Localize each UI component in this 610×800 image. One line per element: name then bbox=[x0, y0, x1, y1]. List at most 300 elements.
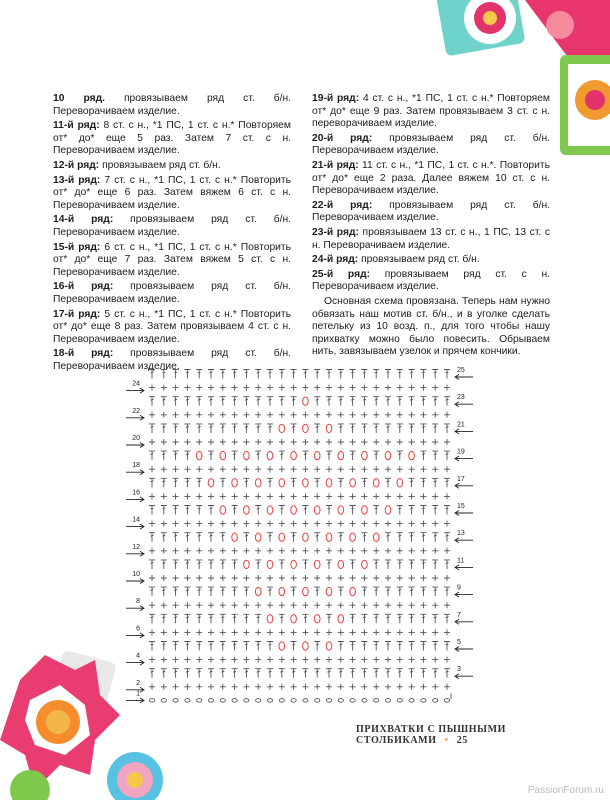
row-number-right: 13 bbox=[457, 530, 465, 538]
single-crochet-symbol bbox=[208, 657, 214, 663]
single-crochet-symbol bbox=[196, 439, 202, 445]
double-crochet-symbol bbox=[385, 560, 391, 569]
single-crochet-symbol bbox=[361, 412, 367, 418]
single-crochet-symbol bbox=[409, 385, 415, 391]
single-crochet-symbol bbox=[420, 548, 426, 554]
single-crochet-symbol bbox=[208, 629, 214, 635]
picot-symbol bbox=[255, 479, 261, 487]
row-label: 23-й ряд: bbox=[312, 226, 359, 238]
row-text: 11 ст. с н., *1 ПС, 1 ст. с н.*. Повторить от* до* еще 2 раза. Далее вяжем 10 ст. с н. Переворачиваем изделие. bbox=[312, 159, 550, 197]
single-crochet-symbol bbox=[302, 385, 308, 391]
single-crochet-symbol bbox=[208, 466, 214, 472]
single-crochet-symbol bbox=[267, 602, 273, 608]
double-crochet-symbol bbox=[302, 370, 308, 379]
chain-stitch-symbol bbox=[256, 699, 261, 703]
double-crochet-symbol bbox=[302, 669, 308, 678]
row-direction-arrow-left bbox=[455, 565, 473, 570]
double-crochet-symbol bbox=[385, 669, 391, 678]
single-crochet-symbol bbox=[161, 657, 167, 663]
single-crochet-symbol bbox=[314, 548, 320, 554]
double-crochet-symbol bbox=[243, 614, 249, 623]
double-crochet-symbol bbox=[279, 451, 285, 460]
double-crochet-symbol bbox=[302, 560, 308, 569]
double-crochet-symbol bbox=[161, 424, 167, 433]
single-crochet-symbol bbox=[291, 493, 297, 499]
single-crochet-symbol bbox=[409, 493, 415, 499]
single-crochet-symbol bbox=[255, 684, 261, 690]
double-crochet-symbol bbox=[432, 370, 438, 379]
double-crochet-symbol bbox=[326, 397, 332, 406]
double-crochet-symbol bbox=[302, 614, 308, 623]
double-crochet-symbol bbox=[220, 587, 226, 596]
double-crochet-symbol bbox=[409, 669, 415, 678]
single-crochet-symbol bbox=[326, 548, 332, 554]
double-crochet-symbol bbox=[161, 478, 167, 487]
single-crochet-symbol bbox=[338, 521, 344, 527]
single-crochet-symbol bbox=[243, 439, 249, 445]
single-crochet-symbol bbox=[397, 684, 403, 690]
single-crochet-symbol bbox=[232, 548, 238, 554]
paragraph-row bbox=[53, 242, 291, 280]
picot-symbol bbox=[303, 642, 309, 650]
single-crochet-symbol bbox=[409, 602, 415, 608]
chain-stitch-symbol bbox=[208, 699, 213, 703]
row-direction-arrow-left bbox=[455, 511, 473, 516]
single-crochet-symbol bbox=[302, 548, 308, 554]
single-crochet-symbol bbox=[243, 521, 249, 527]
single-crochet-symbol bbox=[232, 575, 238, 581]
single-crochet-symbol bbox=[267, 412, 273, 418]
double-crochet-symbol bbox=[149, 669, 155, 678]
double-crochet-symbol bbox=[444, 533, 450, 542]
row-label: 11-й ряд: bbox=[53, 120, 100, 132]
chain-stitch-symbol bbox=[385, 699, 390, 703]
double-crochet-symbol bbox=[432, 669, 438, 678]
double-crochet-symbol bbox=[279, 370, 285, 379]
double-crochet-symbol bbox=[196, 506, 202, 515]
single-crochet-symbol bbox=[432, 521, 438, 527]
double-crochet-symbol bbox=[409, 533, 415, 542]
single-crochet-symbol bbox=[149, 657, 155, 663]
single-crochet-symbol bbox=[220, 657, 226, 663]
picot-symbol bbox=[220, 451, 226, 459]
paragraph-row bbox=[53, 214, 291, 239]
double-crochet-symbol bbox=[385, 478, 391, 487]
double-crochet-symbol bbox=[149, 397, 155, 406]
double-crochet-symbol bbox=[314, 424, 320, 433]
single-crochet-symbol bbox=[291, 657, 297, 663]
single-crochet-symbol bbox=[326, 629, 332, 635]
double-crochet-symbol bbox=[161, 451, 167, 460]
row-label: 25-й ряд: bbox=[312, 268, 371, 280]
single-crochet-symbol bbox=[255, 385, 261, 391]
picot-symbol bbox=[279, 533, 285, 541]
single-crochet-symbol bbox=[149, 466, 155, 472]
double-crochet-symbol bbox=[184, 451, 190, 460]
row-direction-arrow-right bbox=[126, 660, 144, 665]
single-crochet-symbol bbox=[338, 602, 344, 608]
row-text: провязываем ряд ст. б/н. Переворачиваем изделие. bbox=[53, 281, 291, 305]
double-crochet-symbol bbox=[397, 560, 403, 569]
double-crochet-symbol bbox=[409, 642, 415, 651]
double-crochet-symbol bbox=[432, 451, 438, 460]
double-crochet-symbol bbox=[420, 478, 426, 487]
single-crochet-symbol bbox=[444, 548, 450, 554]
double-crochet-symbol bbox=[432, 478, 438, 487]
double-crochet-symbol bbox=[314, 587, 320, 596]
row-number-left: 22 bbox=[132, 407, 140, 415]
double-crochet-symbol bbox=[232, 397, 238, 406]
chain-stitch-symbol bbox=[161, 699, 166, 703]
single-crochet-symbol bbox=[420, 385, 426, 391]
single-crochet-symbol bbox=[173, 493, 179, 499]
single-crochet-symbol bbox=[220, 493, 226, 499]
row-text: провязываем ряд ст. б/н. Переворачиваем изделие. bbox=[312, 199, 550, 224]
double-crochet-symbol bbox=[397, 397, 403, 406]
double-crochet-symbol bbox=[279, 560, 285, 569]
row-direction-arrow-left bbox=[455, 619, 473, 624]
single-crochet-symbol bbox=[385, 466, 391, 472]
single-crochet-symbol bbox=[291, 521, 297, 527]
chain-stitch-symbol bbox=[149, 699, 154, 703]
paragraph-row bbox=[312, 296, 550, 359]
double-crochet-symbol bbox=[267, 642, 273, 651]
single-crochet-symbol bbox=[232, 602, 238, 608]
single-crochet-symbol bbox=[232, 493, 238, 499]
row-number-right: 5 bbox=[457, 639, 461, 646]
single-crochet-symbol bbox=[385, 385, 391, 391]
single-crochet-symbol bbox=[314, 493, 320, 499]
double-crochet-symbol bbox=[444, 587, 450, 596]
double-crochet-symbol bbox=[267, 397, 273, 406]
single-crochet-symbol bbox=[432, 493, 438, 499]
picot-symbol bbox=[362, 506, 368, 514]
single-crochet-symbol bbox=[361, 684, 367, 690]
row-direction-arrow-left bbox=[455, 592, 473, 597]
single-crochet-symbol bbox=[208, 684, 214, 690]
single-crochet-symbol bbox=[409, 412, 415, 418]
double-crochet-symbol bbox=[338, 397, 344, 406]
double-crochet-symbol bbox=[444, 397, 450, 406]
single-crochet-symbol bbox=[255, 602, 261, 608]
single-crochet-symbol bbox=[385, 493, 391, 499]
single-crochet-symbol bbox=[208, 548, 214, 554]
single-crochet-symbol bbox=[432, 439, 438, 445]
picot-symbol bbox=[314, 506, 320, 514]
double-crochet-symbol bbox=[196, 669, 202, 678]
single-crochet-symbol bbox=[409, 629, 415, 635]
double-crochet-symbol bbox=[196, 370, 202, 379]
single-crochet-symbol bbox=[232, 439, 238, 445]
double-crochet-symbol bbox=[161, 397, 167, 406]
double-crochet-symbol bbox=[220, 614, 226, 623]
single-crochet-symbol bbox=[279, 602, 285, 608]
double-crochet-symbol bbox=[432, 424, 438, 433]
picot-symbol bbox=[267, 506, 273, 514]
double-crochet-symbol bbox=[444, 424, 450, 433]
single-crochet-symbol bbox=[397, 466, 403, 472]
double-crochet-symbol bbox=[267, 424, 273, 433]
single-crochet-symbol bbox=[314, 521, 320, 527]
double-crochet-symbol bbox=[420, 424, 426, 433]
double-crochet-symbol bbox=[161, 642, 167, 651]
single-crochet-symbol bbox=[444, 575, 450, 581]
double-crochet-symbol bbox=[326, 560, 332, 569]
chain-stitch-symbol bbox=[315, 699, 320, 703]
single-crochet-symbol bbox=[420, 493, 426, 499]
double-crochet-symbol bbox=[350, 451, 356, 460]
single-crochet-symbol bbox=[361, 629, 367, 635]
single-crochet-symbol bbox=[385, 684, 391, 690]
watermark: PassionForum.ru bbox=[527, 785, 604, 796]
single-crochet-symbol bbox=[338, 548, 344, 554]
single-crochet-symbol bbox=[350, 629, 356, 635]
double-crochet-symbol bbox=[243, 669, 249, 678]
single-crochet-symbol bbox=[161, 575, 167, 581]
double-crochet-symbol bbox=[409, 587, 415, 596]
double-crochet-symbol bbox=[350, 669, 356, 678]
double-crochet-symbol bbox=[420, 370, 426, 379]
double-crochet-symbol bbox=[432, 560, 438, 569]
double-crochet-symbol bbox=[397, 451, 403, 460]
double-crochet-symbol bbox=[243, 478, 249, 487]
row-direction-arrow-right bbox=[126, 443, 144, 448]
single-crochet-symbol bbox=[196, 657, 202, 663]
double-crochet-symbol bbox=[196, 424, 202, 433]
single-crochet-symbol bbox=[161, 521, 167, 527]
single-crochet-symbol bbox=[220, 602, 226, 608]
single-crochet-symbol bbox=[444, 629, 450, 635]
single-crochet-symbol bbox=[409, 466, 415, 472]
double-crochet-symbol bbox=[255, 669, 261, 678]
double-crochet-symbol bbox=[409, 424, 415, 433]
picot-symbol bbox=[220, 506, 226, 514]
row-number-left: 4 bbox=[136, 652, 140, 660]
picot-symbol bbox=[291, 560, 297, 568]
paragraph-row bbox=[53, 160, 291, 173]
double-crochet-symbol bbox=[220, 370, 226, 379]
single-crochet-symbol bbox=[243, 385, 249, 391]
single-crochet-symbol bbox=[220, 629, 226, 635]
picot-symbol bbox=[373, 533, 379, 541]
single-crochet-symbol bbox=[220, 548, 226, 554]
row-label: 21-й ряд: bbox=[312, 159, 359, 171]
double-crochet-symbol bbox=[220, 424, 226, 433]
single-crochet-symbol bbox=[243, 657, 249, 663]
double-crochet-symbol bbox=[385, 397, 391, 406]
single-crochet-symbol bbox=[243, 575, 249, 581]
row-label: 17-й ряд: bbox=[53, 308, 101, 320]
row-text: 8 ст. с н., *1 ПС, 1 ст. с н.* Повторяем от* до* еще 5 раз. Затем 7 ст. с н. Переворачиваем изделие. bbox=[53, 120, 291, 157]
single-crochet-symbol bbox=[161, 684, 167, 690]
row-text: 6 ст. с н., *1 ПС, 1 ст. с н.* Повторить от* до* еще 7 раз. Затем вяжем 5 ст. с н. Переворачиваем изделие. bbox=[53, 241, 292, 278]
paragraph-row bbox=[53, 309, 291, 347]
single-crochet-symbol bbox=[291, 629, 297, 635]
double-crochet-symbol bbox=[255, 397, 261, 406]
picot-symbol bbox=[314, 560, 320, 568]
single-crochet-symbol bbox=[420, 439, 426, 445]
single-crochet-symbol bbox=[149, 493, 155, 499]
double-crochet-symbol bbox=[173, 587, 179, 596]
single-crochet-symbol bbox=[373, 548, 379, 554]
single-crochet-symbol bbox=[232, 629, 238, 635]
double-crochet-symbol bbox=[279, 614, 285, 623]
picot-symbol bbox=[279, 587, 285, 595]
single-crochet-symbol bbox=[279, 385, 285, 391]
double-crochet-symbol bbox=[302, 451, 308, 460]
chain-stitch-symbol bbox=[362, 699, 367, 703]
double-crochet-symbol bbox=[314, 669, 320, 678]
single-crochet-symbol bbox=[338, 466, 344, 472]
single-crochet-symbol bbox=[314, 629, 320, 635]
row-number-left: 2 bbox=[136, 679, 140, 687]
double-crochet-symbol bbox=[361, 397, 367, 406]
single-crochet-symbol bbox=[208, 439, 214, 445]
double-crochet-symbol bbox=[232, 560, 238, 569]
double-crochet-symbol bbox=[161, 614, 167, 623]
paragraph-row bbox=[53, 175, 291, 213]
double-crochet-symbol bbox=[350, 614, 356, 623]
row-direction-arrow-right bbox=[126, 687, 144, 692]
single-crochet-symbol bbox=[173, 521, 179, 527]
single-crochet-symbol bbox=[184, 466, 190, 472]
single-crochet-symbol bbox=[409, 657, 415, 663]
single-crochet-symbol bbox=[208, 521, 214, 527]
double-crochet-symbol bbox=[432, 506, 438, 515]
single-crochet-symbol bbox=[397, 602, 403, 608]
row-direction-arrow-left bbox=[455, 456, 473, 461]
single-crochet-symbol bbox=[255, 466, 261, 472]
double-crochet-symbol bbox=[196, 642, 202, 651]
double-crochet-symbol bbox=[432, 397, 438, 406]
double-crochet-symbol bbox=[267, 478, 273, 487]
single-crochet-symbol bbox=[350, 575, 356, 581]
picot-symbol bbox=[314, 615, 320, 623]
double-crochet-symbol bbox=[220, 478, 226, 487]
single-crochet-symbol bbox=[267, 385, 273, 391]
single-crochet-symbol bbox=[373, 657, 379, 663]
picot-symbol bbox=[279, 479, 285, 487]
picot-symbol bbox=[409, 451, 415, 459]
single-crochet-symbol bbox=[208, 575, 214, 581]
double-crochet-symbol bbox=[326, 451, 332, 460]
single-crochet-symbol bbox=[326, 602, 332, 608]
single-crochet-symbol bbox=[385, 575, 391, 581]
single-crochet-symbol bbox=[373, 493, 379, 499]
single-crochet-symbol bbox=[397, 493, 403, 499]
single-crochet-symbol bbox=[361, 657, 367, 663]
single-crochet-symbol bbox=[302, 412, 308, 418]
row-text: провязываем ряд ст. б/н. Переворачиваем изделие. bbox=[53, 93, 291, 117]
picot-symbol bbox=[338, 506, 344, 514]
single-crochet-symbol bbox=[326, 466, 332, 472]
single-crochet-symbol bbox=[149, 684, 155, 690]
single-crochet-symbol bbox=[373, 439, 379, 445]
paragraph-row bbox=[312, 200, 550, 225]
picot-symbol bbox=[326, 533, 332, 541]
double-crochet-symbol bbox=[361, 478, 367, 487]
row-number-right: 19 bbox=[457, 448, 465, 456]
double-crochet-symbol bbox=[184, 669, 190, 678]
single-crochet-symbol bbox=[184, 493, 190, 499]
row-number-left: 8 bbox=[136, 598, 140, 606]
single-crochet-symbol bbox=[397, 385, 403, 391]
double-crochet-symbol bbox=[291, 478, 297, 487]
single-crochet-symbol bbox=[243, 412, 249, 418]
single-crochet-symbol bbox=[444, 684, 450, 690]
double-crochet-symbol bbox=[409, 506, 415, 515]
single-crochet-symbol bbox=[291, 684, 297, 690]
double-crochet-symbol bbox=[338, 478, 344, 487]
double-crochet-symbol bbox=[149, 642, 155, 651]
single-crochet-symbol bbox=[314, 684, 320, 690]
double-crochet-symbol bbox=[409, 614, 415, 623]
row-text: провязываем 13 ст. с н., 1 ПС, 13 ст. с н. Переворачиваем изделие. bbox=[312, 226, 551, 251]
single-crochet-symbol bbox=[444, 602, 450, 608]
double-crochet-symbol bbox=[184, 642, 190, 651]
double-crochet-symbol bbox=[409, 370, 415, 379]
double-crochet-symbol bbox=[173, 478, 179, 487]
double-crochet-symbol bbox=[208, 533, 214, 542]
single-crochet-symbol bbox=[397, 439, 403, 445]
double-crochet-symbol bbox=[397, 506, 403, 515]
single-crochet-symbol bbox=[350, 466, 356, 472]
double-crochet-symbol bbox=[373, 614, 379, 623]
picot-symbol bbox=[326, 642, 332, 650]
double-crochet-symbol bbox=[361, 533, 367, 542]
double-crochet-symbol bbox=[291, 642, 297, 651]
double-crochet-symbol bbox=[255, 560, 261, 569]
single-crochet-symbol bbox=[232, 466, 238, 472]
double-crochet-symbol bbox=[444, 642, 450, 651]
single-crochet-symbol bbox=[196, 548, 202, 554]
row-number-left: 10 bbox=[132, 571, 140, 578]
single-crochet-symbol bbox=[149, 629, 155, 635]
double-crochet-symbol bbox=[326, 669, 332, 678]
single-crochet-symbol bbox=[220, 684, 226, 690]
double-crochet-symbol bbox=[291, 424, 297, 433]
row-label: 24-й ряд: bbox=[312, 254, 359, 266]
single-crochet-symbol bbox=[373, 412, 379, 418]
single-crochet-symbol bbox=[220, 439, 226, 445]
double-crochet-symbol bbox=[267, 587, 273, 596]
single-crochet-symbol bbox=[409, 684, 415, 690]
row-direction-arrow-left bbox=[455, 674, 473, 679]
single-crochet-symbol bbox=[255, 575, 261, 581]
double-crochet-symbol bbox=[373, 560, 379, 569]
single-crochet-symbol bbox=[149, 575, 155, 581]
row-text: провязываем ряд ст. б/н. Переворачиваем изделие. bbox=[312, 132, 550, 157]
single-crochet-symbol bbox=[397, 657, 403, 663]
single-crochet-symbol bbox=[326, 684, 332, 690]
chain-stitch-symbol bbox=[220, 699, 225, 703]
row-label: 15-й ряд: bbox=[53, 241, 101, 253]
instructions-right-column bbox=[312, 93, 550, 361]
double-crochet-symbol bbox=[243, 533, 249, 542]
picot-symbol bbox=[397, 479, 403, 487]
single-crochet-symbol bbox=[184, 385, 190, 391]
single-crochet-symbol bbox=[444, 439, 450, 445]
chain-stitch-symbol bbox=[291, 699, 296, 703]
single-crochet-symbol bbox=[314, 439, 320, 445]
single-crochet-symbol bbox=[161, 412, 167, 418]
single-crochet-symbol bbox=[373, 684, 379, 690]
double-crochet-symbol bbox=[350, 506, 356, 515]
single-crochet-symbol bbox=[149, 439, 155, 445]
single-crochet-symbol bbox=[255, 521, 261, 527]
double-crochet-symbol bbox=[232, 642, 238, 651]
picot-symbol bbox=[232, 533, 238, 541]
